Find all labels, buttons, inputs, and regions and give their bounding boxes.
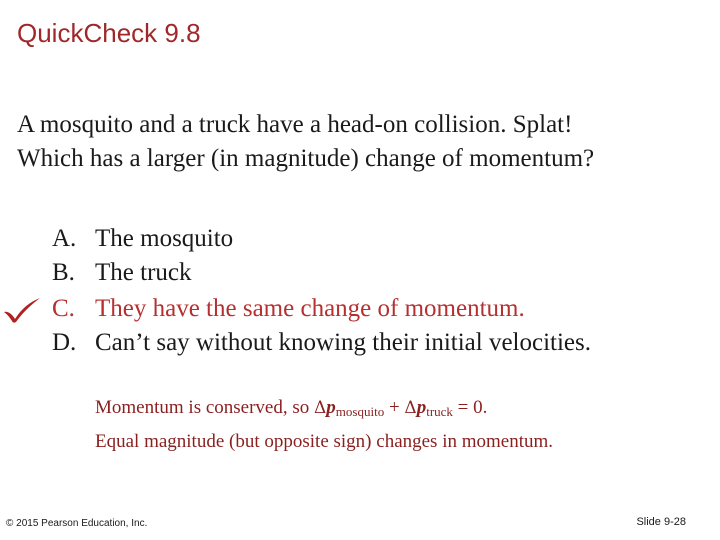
option-text: The mosquito [95,225,234,252]
momentum-symbol: p [416,397,427,418]
option-text: They have the same change of momentum. [95,295,525,322]
option-d [0,326,700,360]
explanation [95,393,553,457]
question-line-2: Which has a larger (in magnitude) change of momentum? [17,145,595,172]
subscript-truck: truck [426,404,453,419]
explanation-line-1 [95,393,553,427]
option-text: Can’t say without knowing their initial velocities. [95,329,591,356]
option-letter: C. [52,295,75,322]
explanation-line-2: Equal magnitude (but opposite sign) changes in momentum. [95,431,554,452]
explanation-prefix: Momentum is conserved, so [95,397,315,418]
plus-sign: + [384,397,405,418]
subscript-mosquito: mosquito [335,404,385,419]
option-letter: A. [52,225,77,252]
option-a [0,222,700,256]
explanation-suffix: = 0. [452,397,488,418]
delta-symbol: Δ [314,398,327,418]
option-c [0,292,700,326]
option-b [0,256,700,290]
checkmark-icon [3,297,41,323]
option-letter: D. [52,329,77,356]
delta-symbol: Δ [404,398,417,418]
option-letter: B. [52,259,75,286]
slide-title: QuickCheck 9.8 [17,18,201,48]
slide-number: Slide 9-28 [636,516,686,528]
question-line-1: A mosquito and a truck have a head-on collision. Splat! [17,111,573,138]
option-text: The truck [95,259,192,286]
momentum-symbol: p [326,397,336,418]
question-text [17,108,594,176]
copyright-notice: © 2015 Pearson Education, Inc. [6,518,148,529]
